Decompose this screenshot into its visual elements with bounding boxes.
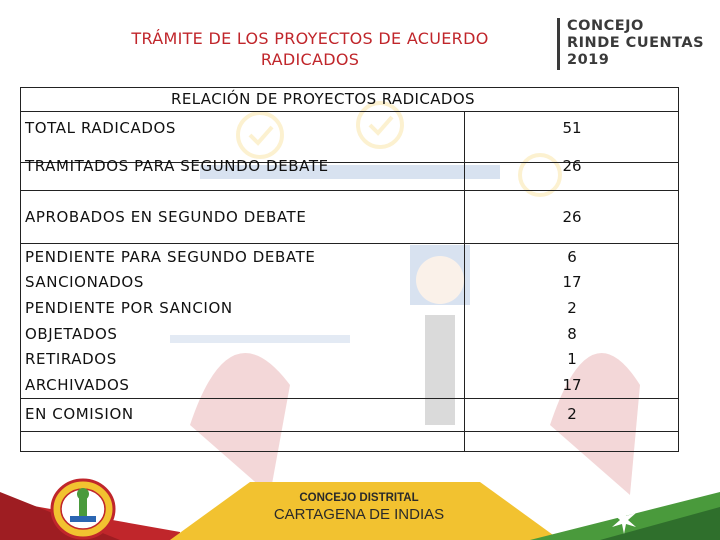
row-value: 17 [562, 376, 582, 394]
row-label: APROBADOS EN SEGUNDO DEBATE [25, 208, 307, 226]
projects-table [20, 87, 679, 452]
concejo-rinde-cuentas-logo [557, 18, 717, 70]
title-line-1: TRÁMITE DE LOS PROYECTOS DE ACUERDO [131, 29, 489, 48]
row-value: 6 [567, 248, 577, 266]
row-value: 26 [562, 157, 582, 175]
row-divider [21, 190, 678, 191]
table-caption: RELACIÓN DE PROYECTOS RADICADOS [171, 90, 475, 108]
row-divider [21, 398, 678, 399]
row-divider [21, 111, 678, 112]
row-value: 51 [562, 119, 582, 137]
row-value: 26 [562, 208, 582, 226]
row-label: PENDIENTE PARA SEGUNDO DEBATE [25, 248, 316, 266]
cartagena-seal-icon [50, 478, 116, 540]
row-divider [21, 431, 678, 432]
row-label: RETIRADOS [25, 350, 117, 368]
row-label: TOTAL RADICADOS [25, 119, 177, 137]
row-label: TRAMITADOS PARA SEGUNDO DEBATE [25, 157, 329, 175]
concejo-distrital-brand [244, 484, 474, 540]
row-value: 8 [567, 325, 577, 343]
slide-title [60, 28, 560, 70]
row-value: 2 [567, 299, 577, 317]
row-label: OBJETADOS [25, 325, 118, 343]
title-line-2: RADICADOS [260, 50, 360, 69]
star-icon [609, 505, 639, 535]
row-value: 1 [567, 350, 577, 368]
row-value: 17 [562, 273, 582, 291]
row-value: 2 [567, 405, 577, 423]
logo-line-1: CONCEJO [567, 18, 644, 34]
brand-line-2: CARTAGENA DE INDIAS [273, 506, 445, 523]
logo-line-3: 2019 [567, 52, 610, 68]
row-label: SANCIONADOS [25, 273, 144, 291]
row-divider [21, 243, 678, 244]
row-label: EN COMISION [25, 405, 134, 423]
row-label: PENDIENTE POR SANCION [25, 299, 233, 317]
row-label: ARCHIVADOS [25, 376, 130, 394]
logo-divider-bar [557, 18, 560, 70]
logo-line-2: RINDE CUENTAS [567, 35, 705, 51]
brand-line-1: CONCEJO DISTRITAL [299, 492, 419, 504]
